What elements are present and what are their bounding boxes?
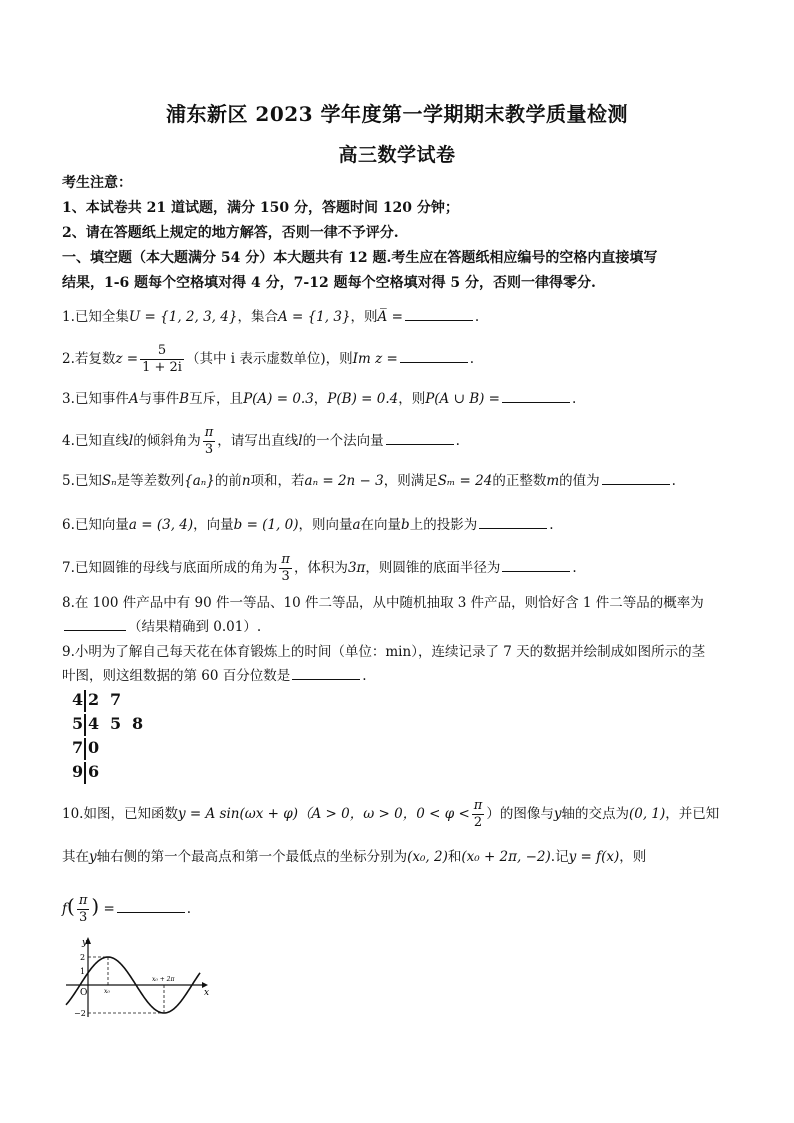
q5-math-n: n [241,473,251,489]
stem-value: 4 [72,690,84,709]
q10-math-point: (0, 1) [628,806,666,822]
q10-math-min-point: (x₀ + 2π, −2) [461,849,551,865]
answer-blank-9[interactable] [292,665,360,680]
q3-text: ，则 [398,391,426,407]
answer-blank-7[interactable] [502,557,570,572]
q5-math-sn: Sₙ [101,473,117,489]
q9-text: 叶图，则这组数据的第 60 百分位数是 [62,668,291,684]
q4-suffix: . [455,433,460,449]
question-4 [62,425,734,458]
q5-text: 5.已知 [62,473,102,489]
q1-math-set-a: A = {1, 3} [277,309,351,325]
origin-label: O [80,988,88,998]
q10-paren: ( [67,894,75,918]
q5-text: 的正整数 [492,473,547,489]
leaf-value: 7 [110,690,122,709]
question-9-line2 [62,665,734,687]
q10-math-y: y [553,806,562,822]
q5-text: 项和，若 [250,473,305,489]
q3-math-b: B [179,391,190,407]
q6-text: ，则向量 [298,517,353,533]
q3-suffix: . [572,391,577,407]
q7-math-volume: 3π [347,560,366,576]
q7-suffix: . [572,560,577,576]
stem-divider [84,762,86,784]
notice-item-2: 2、请在答题纸上规定的地方解答，否则一律不予评分. [62,225,399,241]
q10-math-cond: （A > 0 [298,806,350,822]
q2-text: 2.若复数 [62,351,116,367]
stem-leaf-plot [72,688,154,784]
sine-graph [62,935,212,1020]
q10-paren: ) [91,894,100,918]
q3-math-a: A [128,391,139,407]
q5-math-sm: Sₘ = 24 [437,473,493,489]
tick-2: 2 [80,953,86,962]
stem-divider [84,714,86,736]
q3-text: 与事件 [138,391,180,407]
q3-math-pb: P(B) = 0.4 [327,391,399,407]
q10-math-max-point: (x₀, 2) [407,849,448,865]
q1-suffix: . [474,309,480,325]
q10-text: 其在 [62,849,89,865]
q10-text: 轴的交点为 [561,806,629,822]
q10-fraction [472,798,485,831]
q10-suffix: . [186,901,192,917]
q5-math-an: aₙ = 2n − 3 [304,473,384,489]
q10-math-f: f [62,901,67,917]
q4-math-l: l [128,433,134,449]
leaf-value: 5 [110,714,122,733]
q7-text: 7.已知圆锥的母线与底面所成的角为 [62,560,278,576]
question-3 [62,388,734,410]
q4-denominator: 3 [203,441,216,458]
q6-text: 6.已知向量 [62,517,129,533]
q7-text: ，体积为 [293,560,348,576]
q4-text: 的一个法向量 [302,433,384,449]
q4-numerator: π [204,425,214,440]
x0-2pi-label: x₀ + 2π [152,976,175,983]
exam-subtitle: 高三数学试卷 [338,144,456,166]
q3-text: ， [313,391,328,407]
q3-text: 互斥，且 [189,391,244,407]
q10-text: ，则 [619,849,647,865]
q7-numerator: π [281,552,290,567]
question-5 [62,470,734,492]
stem-divider [84,738,86,760]
question-7 [62,552,734,585]
section-instructions-line1: 一、填空题（本大题满分 54 分）本大题共有 12 题.考生应在答题纸相应编号的空格内直接填写 [62,250,658,266]
q2-math-z: z = [115,351,139,367]
q6-text: 在向量 [360,517,402,533]
q10-text: ）的图像与 [486,806,554,822]
answer-blank-6[interactable] [479,514,547,529]
q5-text: 的值为 [559,473,600,489]
q1-math-universal-set: U = {1, 2, 3, 4} [128,309,238,325]
answer-blank-4[interactable] [386,430,454,445]
q10-math-cond: ，ω > 0 [349,806,403,822]
question-9-line1: 9.小明为了解自己每天花在体育锻炼上的时间（单位：min），连续记录了 7 天的数据并绘制成如图所示的茎 [62,644,706,660]
q10-text: 轴右侧的第一个最高点和第一个最低点的坐标分别为 [96,849,408,865]
q5-suffix: . [671,473,676,489]
q10-text: .记 [550,849,569,865]
leaf-value: 8 [132,714,144,733]
q3-math-pa: P(A) = 0.3 [243,391,314,407]
section-instructions-line2: 结果，1-6 题每个空格填对得 4 分，7-12 题每个空格填对得 5 分，否则一律得零分. [62,275,596,291]
answer-blank-5[interactable] [602,470,670,485]
q5-text: 的前 [214,473,242,489]
leaf-value: 6 [88,762,100,781]
q10-denominator: 2 [472,814,485,831]
q10-arg-denominator: 3 [77,909,90,926]
question-6 [62,514,734,536]
q3-text: 3.已知事件 [62,391,129,407]
q3-math-union: P(A ∪ B) = [425,391,500,407]
q4-fraction [203,425,216,458]
q1-text: ，则 [350,309,378,325]
q7-text: ，则圆锥的底面半径为 [365,560,501,576]
q10-text: ，并已知 [665,806,720,822]
q5-text: ，则满足 [383,473,438,489]
stem-leaf-row [72,760,154,784]
q4-text: 4.已知直线 [62,433,129,449]
answer-blank-1[interactable] [405,306,473,321]
q4-text: ，请写出直线 [217,433,299,449]
q10-text: 和 [447,849,462,865]
q1-text: 1.已知全集 [62,309,129,325]
q6-text: ，向量 [193,517,234,533]
stem-leaf-row [72,712,154,736]
x0-label: x₀ [104,988,110,995]
q6-text: 上的投影为 [409,517,478,533]
q7-denominator: 3 [279,568,292,585]
question-2 [62,343,734,376]
answer-blank-2[interactable] [400,348,468,363]
question-10-line1 [62,798,734,831]
q10-text: 10.如图，已知函数 [62,806,178,822]
q8-note: （结果精确到 0.01）. [128,619,262,635]
question-8-line2 [62,616,734,638]
notice-header: 考生注意： [62,175,132,191]
q10-math-cond: ，0 < φ < [402,806,470,822]
q6-suffix: . [549,517,554,533]
stem-leaf-row [72,688,154,712]
leaf-value: 4 [88,714,100,733]
question-10-line2 [62,846,734,868]
question-8-line1: 8.在 100 件产品中有 90 件一等品、10 件二等品，从中随机抽取 3 件产品，则恰好含 1 件二等品的概率为 [62,595,704,611]
q2-denominator: 1 + 2i [142,360,182,375]
q2-text: （其中 i 表示虚数单位)，则 [185,351,353,367]
stem-leaf-row [72,736,154,760]
stem-value: 7 [72,738,84,757]
q10-arg-numerator: π [78,893,88,908]
stem-value: 9 [72,762,84,781]
q2-fraction [140,343,184,376]
leaf-value: 0 [88,738,100,757]
leaf-value: 2 [88,690,100,709]
q2-numerator: 5 [157,343,167,358]
q1-math-complement: A̅ = [377,309,403,325]
q7-fraction [279,552,292,585]
q10-equals: = [103,901,115,917]
q9-suffix: . [362,668,367,684]
y-label: y [82,938,88,948]
q10-numerator: π [473,798,483,813]
tick-1: 1 [80,967,86,976]
q4-math-l: l [298,433,303,449]
q10-math-function: y = A sin(ωx + φ) [177,806,298,822]
stem-value: 5 [72,714,84,733]
q1-text: ，集合 [237,309,278,325]
q10-math-y: y [89,849,97,865]
q5-math-m: m [546,473,560,489]
q6-math-vector-b: b = (1, 0) [233,517,299,533]
q2-math-imz: Im z = [352,351,398,367]
q5-text: 是等差数列 [116,473,185,489]
exam-title: 浦东新区 2023 学年度第一学期期末教学质量检测 [165,102,629,126]
q6-math-a: a [352,517,361,533]
answer-blank-8[interactable] [64,616,126,631]
q2-suffix: . [469,351,475,367]
q5-math-seq: {aₙ} [184,473,215,489]
q10-math-fx: y = f(x) [568,849,620,865]
tick-neg2: −2 [74,1009,86,1018]
question-10-line3 [62,893,734,926]
question-1 [62,306,734,328]
q6-math-b: b [401,517,410,533]
q4-text: 的倾斜角为 [133,433,201,449]
stem-divider [84,690,86,712]
answer-blank-10[interactable] [117,898,185,913]
x-label: x [204,988,210,998]
q6-math-vector-a: a = (3, 4) [128,517,194,533]
notice-item-1: 1、本试卷共 21 道试题，满分 150 分，答题时间 120 分钟； [62,200,459,216]
answer-blank-3[interactable] [502,388,570,403]
q10-arg-fraction [77,893,90,926]
